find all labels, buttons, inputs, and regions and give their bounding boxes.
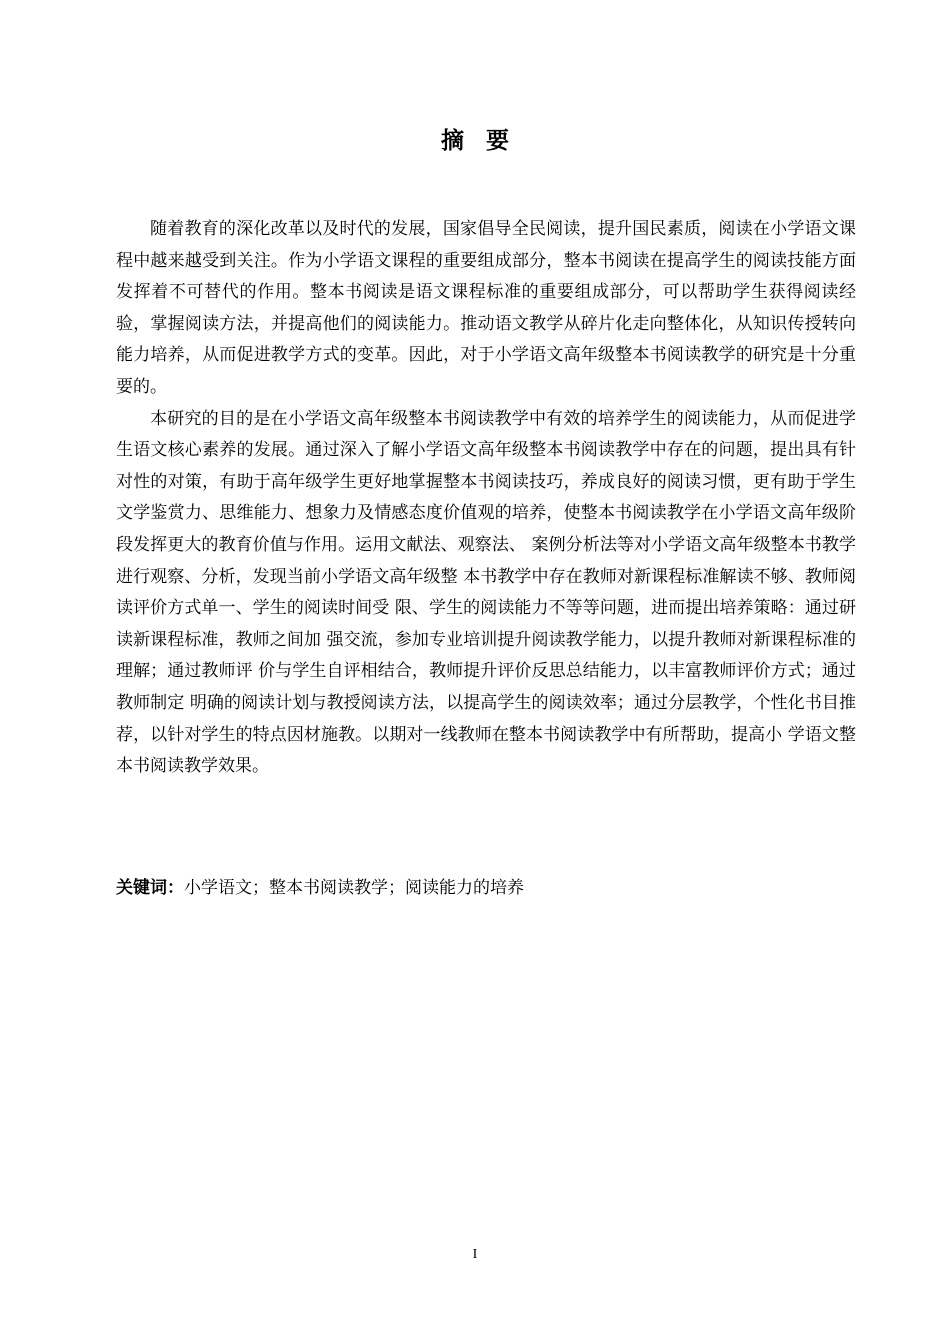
keywords-label: 关键词： (116, 878, 184, 898)
page-number: I (472, 1247, 478, 1262)
abstract-paragraph-1: 随着教育的深化改革以及时代的发展，国家倡导全民阅读，提升国民素质，阅读在小学语文课程中越来越受到关注。作为小学语文课程的重要组成部分，整本书阅读在提高学生的阅读技能方面发挥着不可替代的作用。整本书阅读是语文课程标准的重要组成部分，可以帮助学生获得阅读经验，掌握阅读方法，并提高他们的阅读能力。推动语文教学从碎片化走向整体化，从知识传授转向能力培养，从而促进教学方式的变革。因此，对于小学语文高年级整本书阅读教学的研究是十分重要的。 (116, 219, 856, 397)
keywords-line (116, 874, 856, 902)
abstract-paragraph-2: 本研究的目的是在小学语文高年级整本书阅读教学中有效的培养学生的阅读能力，从而促进学生语文核心素养的发展。通过深入了解小学语文高年级整本书阅读教学中存在的问题，提出具有针对性的对策，有助于高年级学生更好地掌握整本书阅读技巧，养成良好的阅读习惯，更有助于学生文学鉴赏力、思维能力、想象力及情感态度价值观的培养，使整本书阅读教学在小学语文高年级阶段发挥更大的教育价值与作用。运用文献法、观察法、 案例分析法等对小学语文高年级整本书教学进行观察、分析，发现当前小学语文高年级整 本书教学中存在教师对新课程标准解读不够、教师阅读评价方式单一、学生的阅读时间受 限、学生的阅读能力不等等问题，进而提出培养策略：通过研读新课程标准，教师之间加 强交流，参加专业培训提升阅读教学能力，以提升教师对新课程标准的理解；通过教师评 价与学生自评相结合，教师提升评价反思总结能力，以丰富教师评价方式；通过教师制定 明确的阅读计划与教授阅读方法，以提高学生的阅读效率；通过分层教学，个性化书目推 荐，以针对学生的特点因材施教。以期对一线教师在整本书阅读教学中有所帮助，提高小 学语文整本书阅读教学效果。 (116, 408, 856, 777)
abstract-body (116, 214, 856, 783)
keywords-value: 小学语文；整本书阅读教学；阅读能力的培养 (184, 878, 524, 898)
abstract-title: 摘要 (441, 128, 531, 154)
